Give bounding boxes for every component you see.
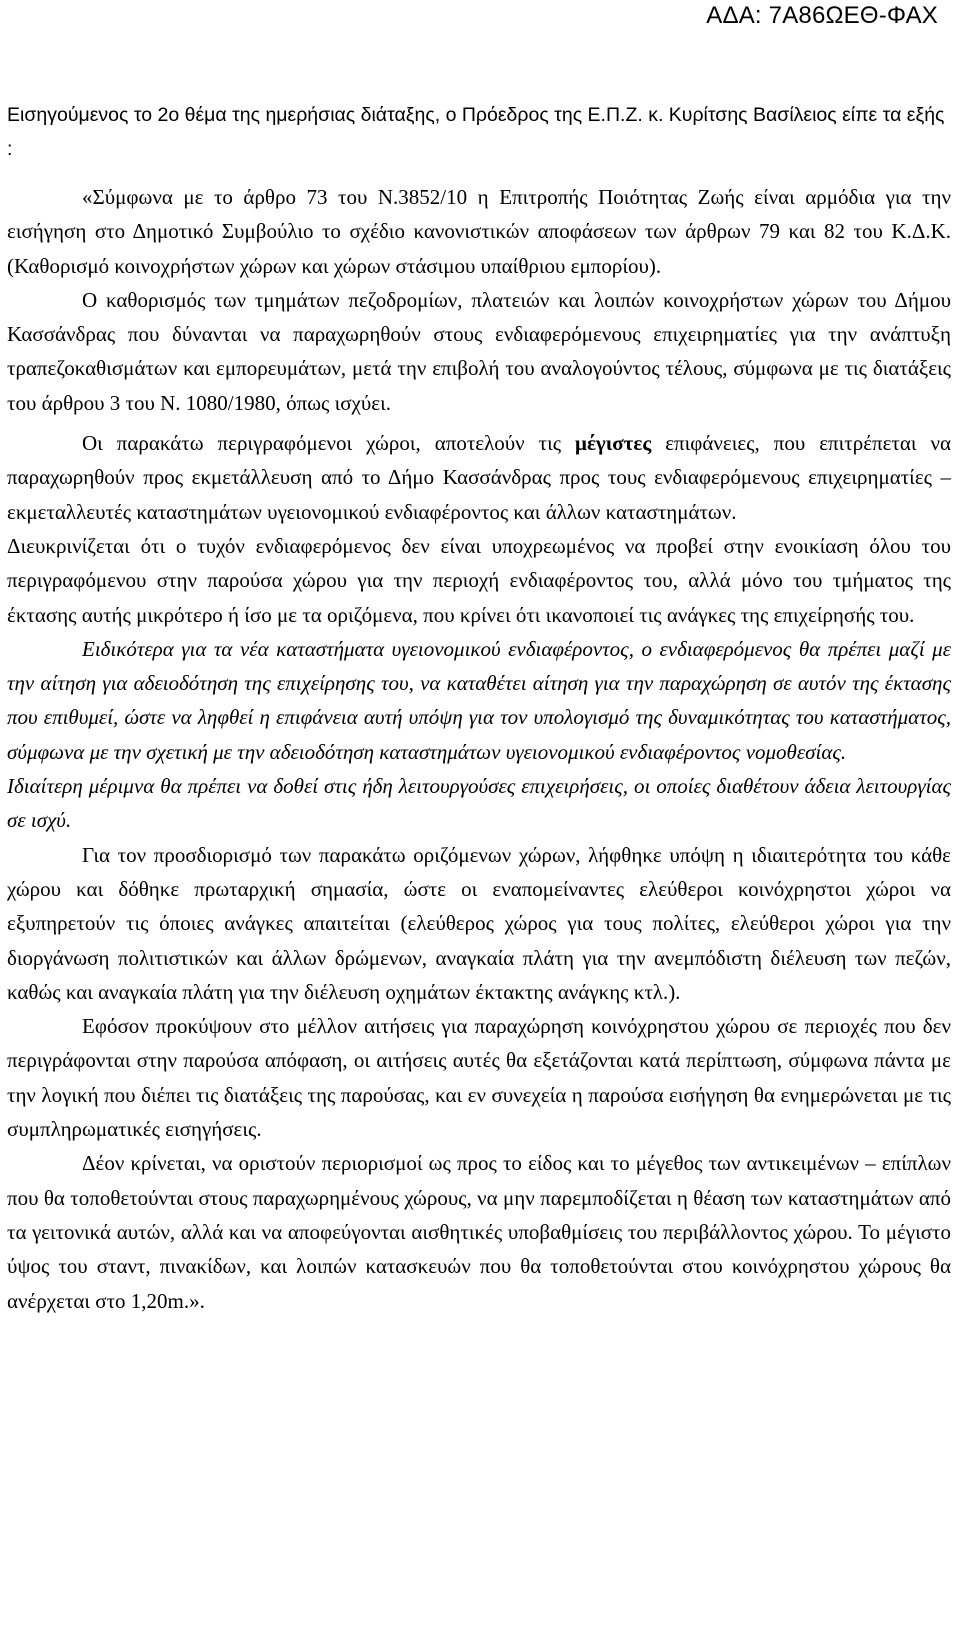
p3-text-before: Οι παρακάτω περιγραφόμενοι χώροι, αποτελούν τις	[82, 431, 576, 456]
paragraph-space-determination: Για τον προσδιορισμό των παρακάτω οριζόμενων χώρων, λήφθηκε υπόψη η ιδιαιτερότητα του κάθε χώρου και δόθηκε πρωταρχική σημασία, ώστε οι εναπομείναντες ελεύθεροι κοινόχρηστοι χώροι να εξυπηρετούν τις όποιες ανάγκες απαιτείται (ελεύθερος χώρος για τους πολίτες, ελεύθεροι χώροι για την διοργάνωση πολιτιστικών και άλλων δρώμενων, αναγκαία πλάτη για την ανεμπόδιστη διέλευση των πεζών, καθώς και αναγκαία πλάτη για την διέλευση οχημάτων έκτακτης ανάγκης κτλ.).	[7, 842, 951, 1004]
paragraph-clarification: Διευκρινίζεται ότι ο τυχόν ενδιαφερόμενος δεν είναι υποχρεωμένος να προβεί στην ενοικίαση όλου του περιγραφόμενου στην παρούσα χώρου για την περιοχή ενδιαφέροντος του, αλλά μόνο του τμήματος της έκτασης αυτής μικρότερο ή ίσο με τα οριζόμενα, που κρίνει ότι ικανοποιεί τις ανάγκες της επιχείρησής του.	[7, 533, 951, 627]
p3-text-after: επιφάνειες, που επιτρέπεται να παραχωρηθούν προς εκμετάλλευση από το Δήμο Κασσάνδρας προς τους ενδιαφερόμενους επιχειρηματίες – εκμεταλλευτές καταστημάτων υγειονομικού ενδιαφέροντος και άλλων καταστημάτων.	[7, 431, 952, 524]
paragraph-restrictions: Δέον κρίνεται, να οριστούν περιορισμοί ως προς το είδος και το μέγεθος των αντικειμένων – επίπλων που θα τοποθετούνται στους παραχωρημένους χώρους, να μην παρεμποδίζεται η θέαση των καταστημάτων από τα γειτονικά αυτών, αλλά και να αποφεύγονται αισθητικές υποβαθμίσεις του περιβάλλοντος χώρου. Το μέγιστο ύψος του σταντ, πινακίδων, και λοιπών κατασκευών που θα τοποθετούνται στου κοινόχρηστου χώρους θα ανέρχεται στο 1,20m.».	[7, 1151, 951, 1313]
paragraph-maximum-areas	[7, 426, 951, 529]
p3-bold-word: μέγιστες	[575, 431, 652, 456]
paragraph-legal-basis: «Σύμφωνα με το άρθρο 73 του Ν.3852/10 η Επιτροπής Ποιότητας Ζωής είναι αρμόδια για την εισήγηση στο Δημοτικό Συμβούλιο το σχέδιο κανονιστικών αποφάσεων των άρθρων 79 και 82 του Κ.Δ.Κ. (Καθορισμό κοινοχρήστων χώρων και χώρων στάσιμου υπαίθριου εμπορίου).	[7, 185, 951, 278]
paragraph-existing-businesses: Ιδιαίτερη μέριμνα θα πρέπει να δοθεί στις ήδη λειτουργούσες επιχειρήσεις, οι οποίες διαθέτουν άδεια λειτουργίας σε ισχύ.	[7, 774, 951, 833]
ada-code: ΑΔΑ: 7Α86ΩΕΘ-ΦΑΧ	[706, 2, 938, 29]
paragraph-future-requests: Εφόσον προκύψουν στο μέλλον αιτήσεις για παραχώρηση κοινόχρηστου χώρου σε περιοχές που δεν περιγράφονται στην παρούσα απόφαση, οι αιτήσεις αυτές θα εξετάζονται κατά περίπτωση, σύμφωνα πάντα με την λογική που διέπει τις διατάξεις της παρούσας, και εν συνεχεία η παρούσα εισήγηση θα ενημερώνεται με τις συμπληρωματικές εισηγήσεις.	[7, 1014, 951, 1142]
intro-text: Εισηγούμενος το 2ο θέμα της ημερήσιας διάταξης, ο Πρόεδρος της Ε.Π.Ζ. κ. Κυρίτσης Βασίλειος είπε τα εξής :	[7, 104, 945, 160]
paragraph-definition: Ο καθορισμός των τμημάτων πεζοδρομίων, πλατειών και λοιπών κοινοχρήστων χώρων του Δήμου Κασσάνδρας που δύνανται να παραχωρηθούν στους ενδιαφερόμενους επιχειρηματίες για την ανάπτυξη τραπεζοκαθισμάτων και εμπορευμάτων, μετά την επιβολή του αναλογούντος τέλους, σύμφωνα με τις διατάξεις του άρθρου 3 του Ν. 1080/1980, όπως ισχύει.	[7, 287, 951, 415]
paragraph-new-stores: Ειδικότερα για τα νέα καταστήματα υγειονομικού ενδιαφέροντος, ο ενδιαφερόμενος θα πρέπει μαζί με την αίτηση για αδειοδότηση της επιχείρησης του, να καταθέτει αίτηση για την παραχώρηση σε αυτόν της έκτασης που επιθυμεί, ώστε να ληφθεί η επιφάνεια αυτή υπόψη για τον υπολογισμό της δυναμικότητας του καταστήματος, σύμφωνα με την σχετική με την αδειοδότηση καταστημάτων υγειονομικού ενδιαφέροντος νομοθεσίας.	[7, 636, 951, 764]
document-body	[7, 180, 951, 1318]
